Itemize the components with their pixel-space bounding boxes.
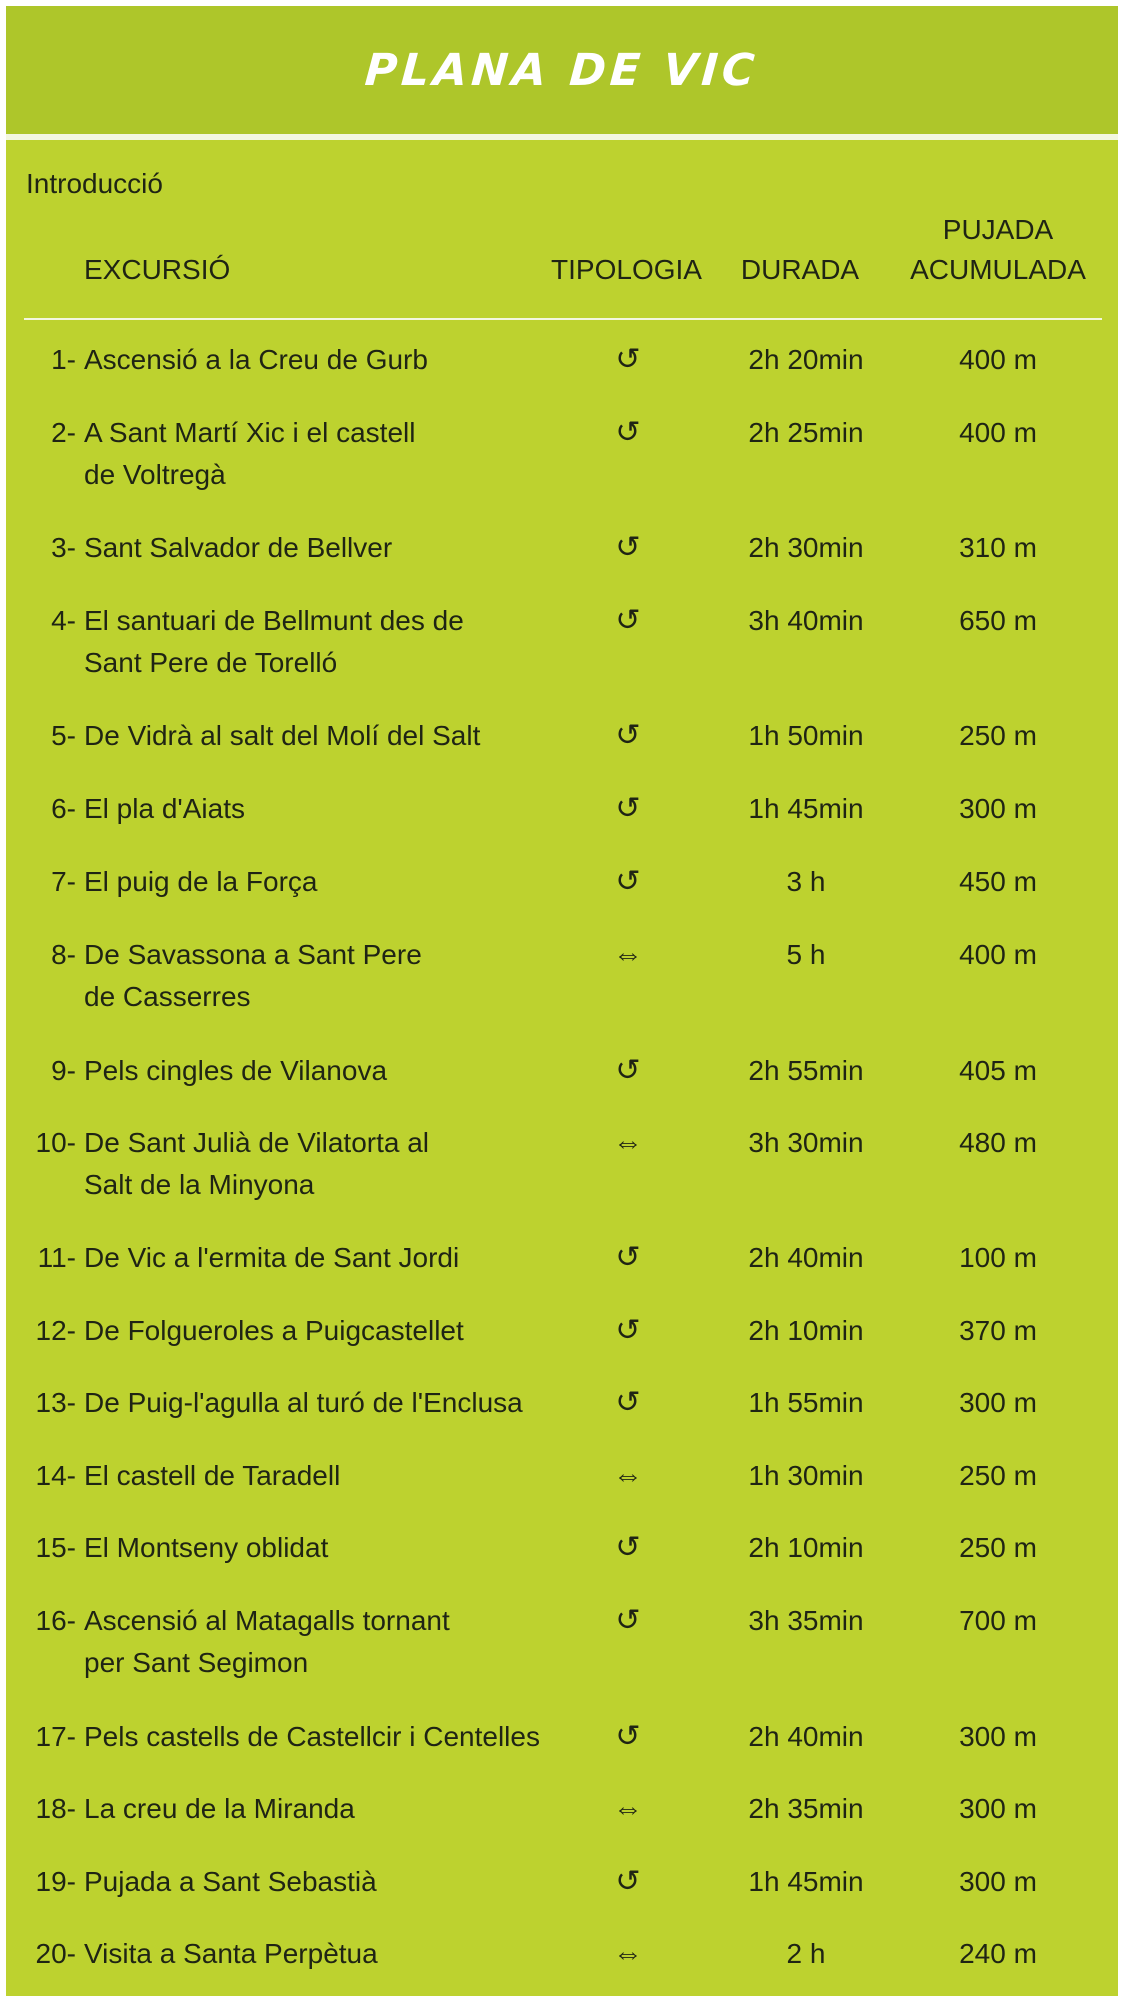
row-excursion-name: Ascensió a la Creu de Gurb xyxy=(84,344,428,375)
row-duration: 3h 35min xyxy=(748,1605,864,1636)
row-ascent: 400 m xyxy=(959,344,1037,375)
row-number: 18- xyxy=(35,1793,76,1824)
circular-route-icon: ↺ xyxy=(615,1531,641,1564)
row-ascent: 250 m xyxy=(959,1460,1037,1491)
row-number: 17- xyxy=(35,1721,76,1752)
circular-route-icon: ↺ xyxy=(615,416,641,449)
row-duration: 2h 40min xyxy=(748,1242,864,1273)
circular-route-icon: ↺ xyxy=(615,1241,641,1274)
row-number: 15- xyxy=(35,1532,76,1563)
circular-route-icon: ↺ xyxy=(615,531,641,564)
row-number: 20- xyxy=(35,1938,76,1969)
row-ascent: 300 m xyxy=(959,793,1037,824)
table-row[interactable] xyxy=(6,1716,1118,1786)
header-pujada-line2: ACUMULADA xyxy=(910,254,1086,285)
row-number: 1- xyxy=(51,344,76,375)
row-duration: 1h 55min xyxy=(748,1387,864,1418)
circular-route-icon: ↺ xyxy=(615,1604,641,1637)
row-ascent: 450 m xyxy=(959,866,1037,897)
table-row[interactable] xyxy=(6,1788,1118,1858)
row-excursion-name: De Sant Julià de Vilatorta al Salt de la Minyona xyxy=(84,1127,430,1200)
row-excursion-name: El santuari de Bellmunt des de Sant Pere de Torelló xyxy=(84,605,464,678)
row-ascent: 310 m xyxy=(959,532,1037,563)
row-duration: 3h 40min xyxy=(748,605,864,636)
circular-route-icon: ↺ xyxy=(615,343,641,376)
row-ascent: 480 m xyxy=(959,1127,1037,1158)
row-excursion-name: Ascensió al Matagalls tornant per Sant Segimon xyxy=(84,1605,450,1678)
row-duration: 3h 30min xyxy=(748,1127,864,1158)
index-page xyxy=(6,6,1118,1996)
row-excursion-name: De Vic a l'ermita de Sant Jordi xyxy=(84,1242,460,1273)
row-excursion-name: La creu de la Miranda xyxy=(84,1793,355,1824)
row-number: 11- xyxy=(37,1242,76,1273)
row-duration: 2h 35min xyxy=(748,1793,864,1824)
table-row[interactable] xyxy=(6,861,1118,931)
table-row[interactable] xyxy=(6,1310,1118,1380)
row-ascent: 300 m xyxy=(959,1721,1037,1752)
row-number: 5- xyxy=(51,720,76,751)
table-row[interactable] xyxy=(6,1050,1118,1120)
row-number: 12- xyxy=(35,1315,76,1346)
row-duration: 1h 30min xyxy=(748,1460,864,1491)
row-duration: 2h 10min xyxy=(748,1532,864,1563)
circular-route-icon: ↺ xyxy=(615,1865,641,1898)
header-durada: DURADA xyxy=(740,254,860,285)
row-excursion-name: De Vidrà al salt del Molí del Salt xyxy=(84,720,481,751)
circular-route-icon: ↺ xyxy=(615,1720,641,1753)
table-row[interactable] xyxy=(6,527,1118,597)
row-number: 16- xyxy=(35,1605,76,1636)
row-ascent: 300 m xyxy=(959,1866,1037,1897)
header-pujada-acumulada xyxy=(898,210,1098,290)
row-ascent: 650 m xyxy=(959,605,1037,636)
row-duration: 3 h xyxy=(786,866,826,897)
table-row[interactable] xyxy=(6,600,1118,678)
header-tipologia: TIPOLOGIA xyxy=(551,254,702,285)
table-row[interactable] xyxy=(6,1933,1118,2003)
linear-route-icon: ⇔ xyxy=(613,938,643,971)
row-excursion-name: El puig de la Força xyxy=(84,866,318,897)
row-excursion-name: Pels cingles de Vilanova xyxy=(84,1055,388,1086)
row-duration: 2h 55min xyxy=(748,1055,864,1086)
circular-route-icon: ↺ xyxy=(615,1314,641,1347)
row-excursion-name: Visita a Santa Perpètua xyxy=(84,1938,378,1969)
linear-route-icon: ⇔ xyxy=(613,1937,643,1970)
table-row[interactable] xyxy=(6,1861,1118,1931)
header-divider xyxy=(24,318,1102,320)
row-excursion-name: El Montseny oblidat xyxy=(84,1532,329,1563)
table-row[interactable] xyxy=(6,934,1118,1012)
row-duration: 1h 50min xyxy=(748,720,864,751)
table-row[interactable] xyxy=(6,1527,1118,1597)
table-row[interactable] xyxy=(6,1455,1118,1525)
row-excursion-name: El pla d'Aiats xyxy=(84,793,245,824)
circular-route-icon: ↺ xyxy=(615,719,641,752)
row-excursion-name: De Puig-l'agulla al turó de l'Enclusa xyxy=(84,1387,523,1418)
row-duration: 1h 45min xyxy=(748,1866,864,1897)
row-number: 4- xyxy=(51,605,76,636)
table-row[interactable] xyxy=(6,788,1118,858)
row-excursion-name: Pujada a Sant Sebastià xyxy=(84,1866,377,1897)
header-pujada-line1: PUJADA xyxy=(942,214,1054,245)
row-ascent: 700 m xyxy=(959,1605,1037,1636)
row-ascent: 400 m xyxy=(959,939,1037,970)
row-number: 9- xyxy=(51,1055,76,1086)
row-ascent: 250 m xyxy=(959,720,1037,751)
row-number: 7- xyxy=(51,866,76,897)
row-excursion-name: Sant Salvador de Bellver xyxy=(84,532,393,563)
linear-route-icon: ⇔ xyxy=(613,1459,643,1492)
row-ascent: 300 m xyxy=(959,1387,1037,1418)
row-duration: 2 h xyxy=(786,1938,826,1969)
row-duration: 2h 10min xyxy=(748,1315,864,1346)
row-number: 6- xyxy=(51,793,76,824)
row-duration: 2h 20min xyxy=(748,344,864,375)
intro-link[interactable]: Introducció xyxy=(26,168,163,199)
title-banner xyxy=(6,6,1118,140)
linear-route-icon: ⇔ xyxy=(613,1126,643,1159)
row-excursion-name: El castell de Taradell xyxy=(84,1460,341,1491)
row-ascent: 240 m xyxy=(959,1938,1037,1969)
row-number: 14- xyxy=(35,1460,76,1491)
row-number: 8- xyxy=(51,939,76,970)
row-excursion-name: Pels castells de Castellcir i Centelles xyxy=(84,1721,540,1752)
page-title: PLANA DE VIC xyxy=(363,44,761,96)
table-row[interactable] xyxy=(6,1600,1118,1678)
row-ascent: 100 m xyxy=(959,1242,1037,1273)
row-ascent: 250 m xyxy=(959,1532,1037,1563)
row-number: 3- xyxy=(51,532,76,563)
row-number: 2- xyxy=(51,417,76,448)
row-ascent: 400 m xyxy=(959,417,1037,448)
table-row[interactable] xyxy=(6,1382,1118,1452)
circular-route-icon: ↺ xyxy=(615,1386,641,1419)
header-excursio: EXCURSIÓ xyxy=(84,254,231,285)
row-duration: 2h 40min xyxy=(748,1721,864,1752)
row-duration: 2h 30min xyxy=(748,532,864,563)
row-excursion-name: De Savassona a Sant Pere de Casserres xyxy=(84,939,422,1012)
row-duration: 2h 25min xyxy=(748,417,864,448)
circular-route-icon: ↺ xyxy=(615,1054,641,1087)
row-duration: 1h 45min xyxy=(748,793,864,824)
circular-route-icon: ↺ xyxy=(615,865,641,898)
row-ascent: 370 m xyxy=(959,1315,1037,1346)
table-row[interactable] xyxy=(6,715,1118,785)
table-row[interactable] xyxy=(6,339,1118,409)
row-ascent: 405 m xyxy=(959,1055,1037,1086)
row-number: 10- xyxy=(35,1127,76,1158)
circular-route-icon: ↺ xyxy=(615,604,641,637)
row-number: 13- xyxy=(35,1387,76,1418)
row-excursion-name: A Sant Martí Xic i el castell de Voltregà xyxy=(84,417,416,490)
table-row[interactable] xyxy=(6,412,1118,490)
table-row[interactable] xyxy=(6,1122,1118,1200)
table-row[interactable] xyxy=(6,1237,1118,1307)
row-excursion-name: De Folgueroles a Puigcastellet xyxy=(84,1315,464,1346)
circular-route-icon: ↺ xyxy=(615,792,641,825)
row-number: 19- xyxy=(35,1866,76,1897)
row-ascent: 300 m xyxy=(959,1793,1037,1824)
row-duration: 5 h xyxy=(786,939,826,970)
linear-route-icon: ⇔ xyxy=(613,1792,643,1825)
